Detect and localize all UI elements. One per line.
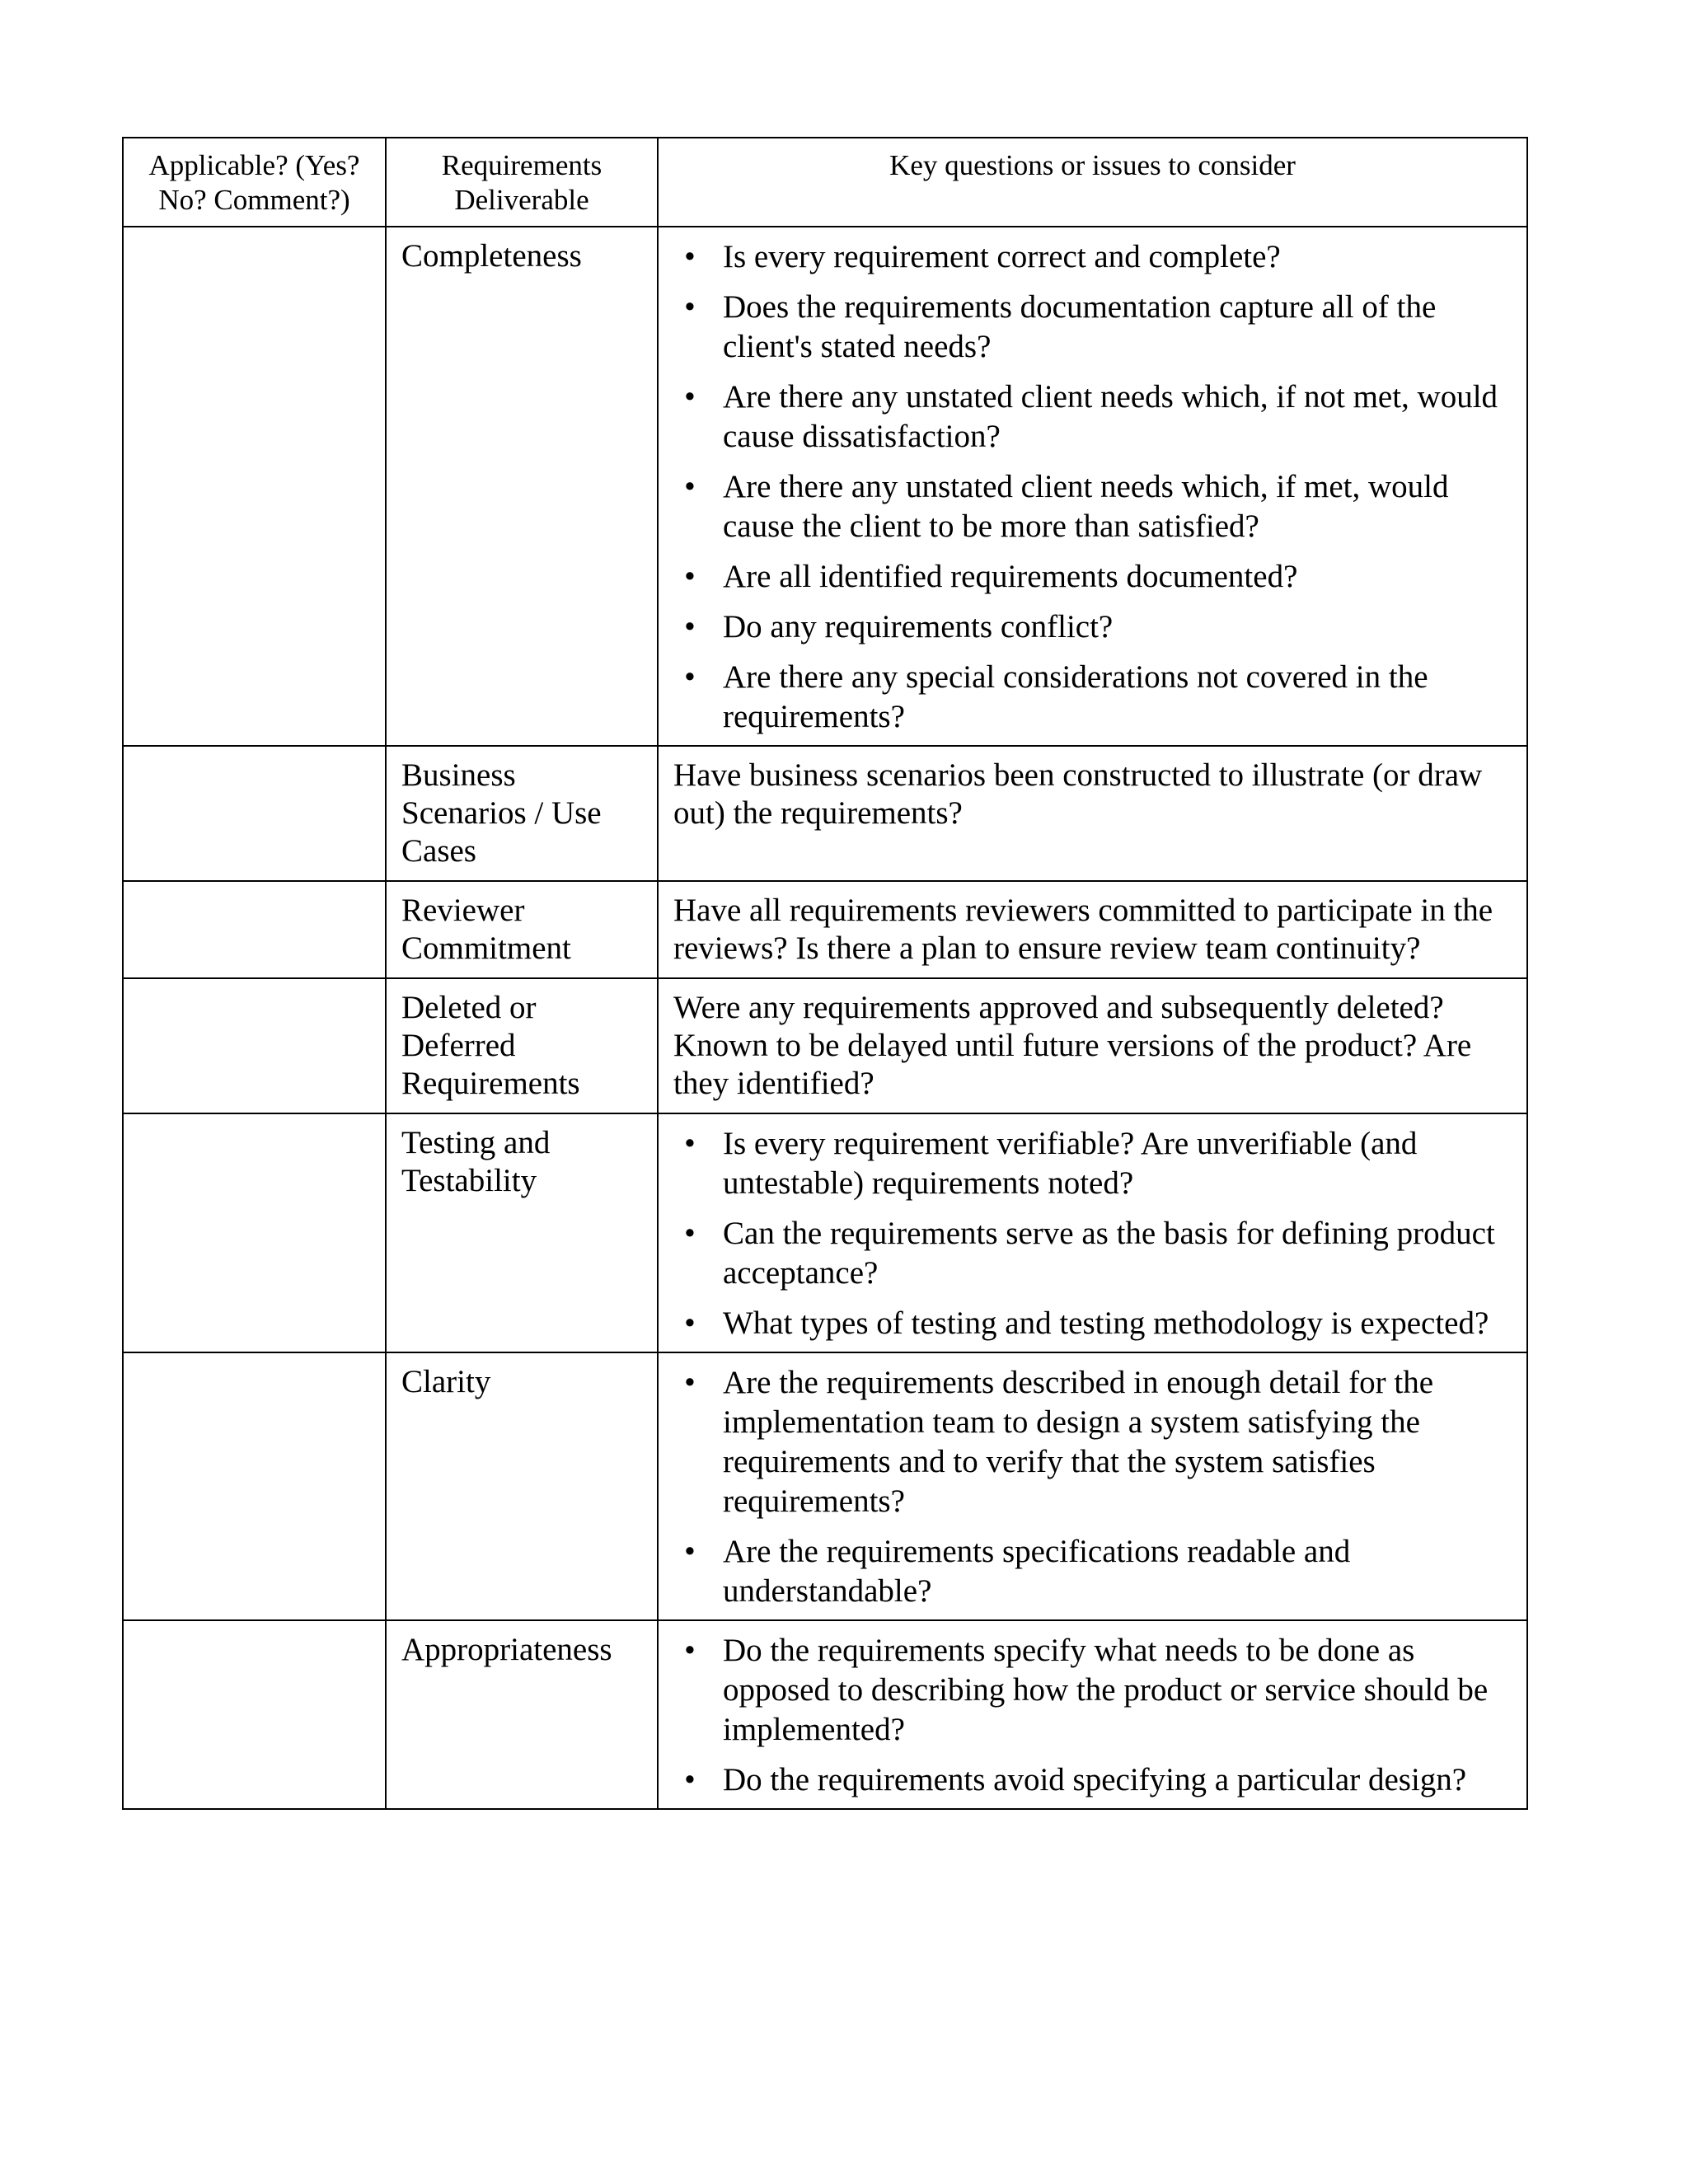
bullet-icon: •: [684, 559, 696, 594]
deliverable-label: Appropriateness: [401, 1632, 612, 1667]
question-text: Are the requirements described in enough detail for the implementation team to design a system satisfying the requirements and to verify that the system satisfies requirements?: [723, 1365, 1434, 1519]
bullet-icon: •: [684, 379, 696, 415]
question-text: Were any requirements approved and subsequently deleted? Known to be delayed until future versions of the product? Are they identified?: [673, 990, 1472, 1101]
question-text: Do the requirements specify what needs to be done as opposed to describing how the product or service should be implemented?: [723, 1633, 1489, 1747]
list-item: [659, 237, 1517, 277]
list-item: [659, 1214, 1517, 1293]
questions-cell: [658, 1620, 1527, 1809]
questions-cell: [658, 1352, 1527, 1620]
deliverable-cell: [386, 881, 658, 978]
deliverable-cell: [386, 227, 658, 746]
question-list: [659, 227, 1526, 745]
question-text: Is every requirement verifiable? Are unverifiable (and untestable) requirements noted?: [723, 1126, 1418, 1201]
applicable-cell[interactable]: [123, 1352, 386, 1620]
list-item: [659, 1124, 1517, 1203]
header-requirements-deliverable: Requirements Deliverable: [386, 138, 658, 227]
question-list: [659, 1621, 1526, 1808]
bullet-icon: •: [684, 469, 696, 504]
table-header-row: [123, 138, 1527, 227]
list-item: [659, 467, 1517, 546]
questions-cell: [658, 881, 1527, 978]
list-item: [659, 1304, 1517, 1343]
question-text: Are the requirements specifications readable and understandable?: [723, 1534, 1351, 1609]
list-item: [659, 658, 1517, 737]
list-item: [659, 1363, 1517, 1521]
deliverable-label: Reviewer Commitment: [401, 893, 571, 966]
deliverable-cell: [386, 746, 658, 881]
table-row-business-scenarios-use-cases: [123, 746, 1527, 881]
list-item: [659, 1760, 1517, 1800]
applicable-value: [124, 227, 385, 247]
header-applicable: Applicable? (Yes? No? Comment?): [123, 138, 386, 227]
questions-cell: [658, 1113, 1527, 1352]
bullet-icon: •: [684, 1216, 696, 1251]
bullet-icon: •: [684, 239, 696, 274]
bullet-icon: •: [684, 1534, 696, 1569]
bullet-icon: •: [684, 1126, 696, 1161]
question-text: Is every requirement correct and complete?: [723, 239, 1281, 274]
list-item: [659, 557, 1517, 597]
deliverable-label: Completeness: [401, 238, 582, 274]
deliverable-cell: [386, 978, 658, 1113]
list-item: [659, 288, 1517, 367]
list-item: [659, 1532, 1517, 1611]
deliverable-cell: [386, 1113, 658, 1352]
table-row-appropriateness: [123, 1620, 1527, 1809]
deliverable-label: Business Scenarios / Use Cases: [401, 757, 602, 869]
question-text: Do the requirements avoid specifying a particular design?: [723, 1762, 1467, 1797]
table-row-testing-and-testability: [123, 1113, 1527, 1352]
question-text: Can the requirements serve as the basis for defining product acceptance?: [723, 1216, 1495, 1291]
questions-cell: [658, 978, 1527, 1113]
applicable-value: [124, 979, 385, 999]
deliverable-label: Deleted or Deferred Requirements: [401, 990, 580, 1101]
question-list: [659, 1353, 1526, 1619]
question-text: Are there any unstated client needs which, if met, would cause the client to be more than satisfied?: [723, 469, 1449, 544]
deliverable-cell: [386, 1352, 658, 1620]
question-text: Are all identified requirements documented?: [723, 559, 1298, 594]
applicable-cell[interactable]: [123, 978, 386, 1113]
table-row-deleted-or-deferred-requirements: [123, 978, 1527, 1113]
question-list: [659, 1114, 1526, 1352]
list-item: [659, 377, 1517, 457]
table-row-clarity: [123, 1352, 1527, 1620]
question-text: Are there any unstated client needs which, if not met, would cause dissatisfaction?: [723, 379, 1498, 454]
applicable-cell[interactable]: [123, 881, 386, 978]
applicable-value: [124, 1353, 385, 1373]
list-item: [659, 607, 1517, 647]
bullet-icon: •: [684, 1365, 696, 1400]
question-text: Are there any special considerations not covered in the requirements?: [723, 659, 1428, 734]
bullet-icon: •: [684, 1762, 696, 1797]
question-text: Have all requirements reviewers committed to participate in the reviews? Is there a plan to ensure review team continuity?: [673, 893, 1493, 966]
bullet-icon: •: [684, 1305, 696, 1341]
applicable-cell[interactable]: [123, 1620, 386, 1809]
applicable-value: [124, 882, 385, 902]
bullet-icon: •: [684, 609, 696, 644]
applicable-cell[interactable]: [123, 1113, 386, 1352]
question-text: Does the requirements documentation capture all of the client's stated needs?: [723, 289, 1437, 364]
questions-cell: [658, 227, 1527, 746]
header-key-questions: Key questions or issues to consider: [658, 138, 1527, 227]
bullet-icon: •: [684, 289, 696, 325]
applicable-cell[interactable]: [123, 746, 386, 881]
question-text: Do any requirements conflict?: [723, 609, 1114, 644]
applicable-value: [124, 1114, 385, 1134]
bullet-icon: •: [684, 659, 696, 695]
question-text: What types of testing and testing methodology is expected?: [723, 1305, 1489, 1341]
questions-cell: [658, 746, 1527, 881]
table-row-completeness: [123, 227, 1527, 746]
bullet-icon: •: [684, 1633, 696, 1668]
question-text: Have business scenarios been constructed to illustrate (or draw out) the requirements?: [673, 757, 1483, 831]
table-row-reviewer-commitment: [123, 881, 1527, 978]
requirements-checklist-table: [122, 137, 1528, 1810]
deliverable-cell: [386, 1620, 658, 1809]
deliverable-label: Clarity: [401, 1364, 491, 1399]
applicable-value: [124, 747, 385, 766]
applicable-cell[interactable]: [123, 227, 386, 746]
list-item: [659, 1631, 1517, 1750]
applicable-value: [124, 1621, 385, 1641]
deliverable-label: Testing and Testability: [401, 1125, 551, 1198]
